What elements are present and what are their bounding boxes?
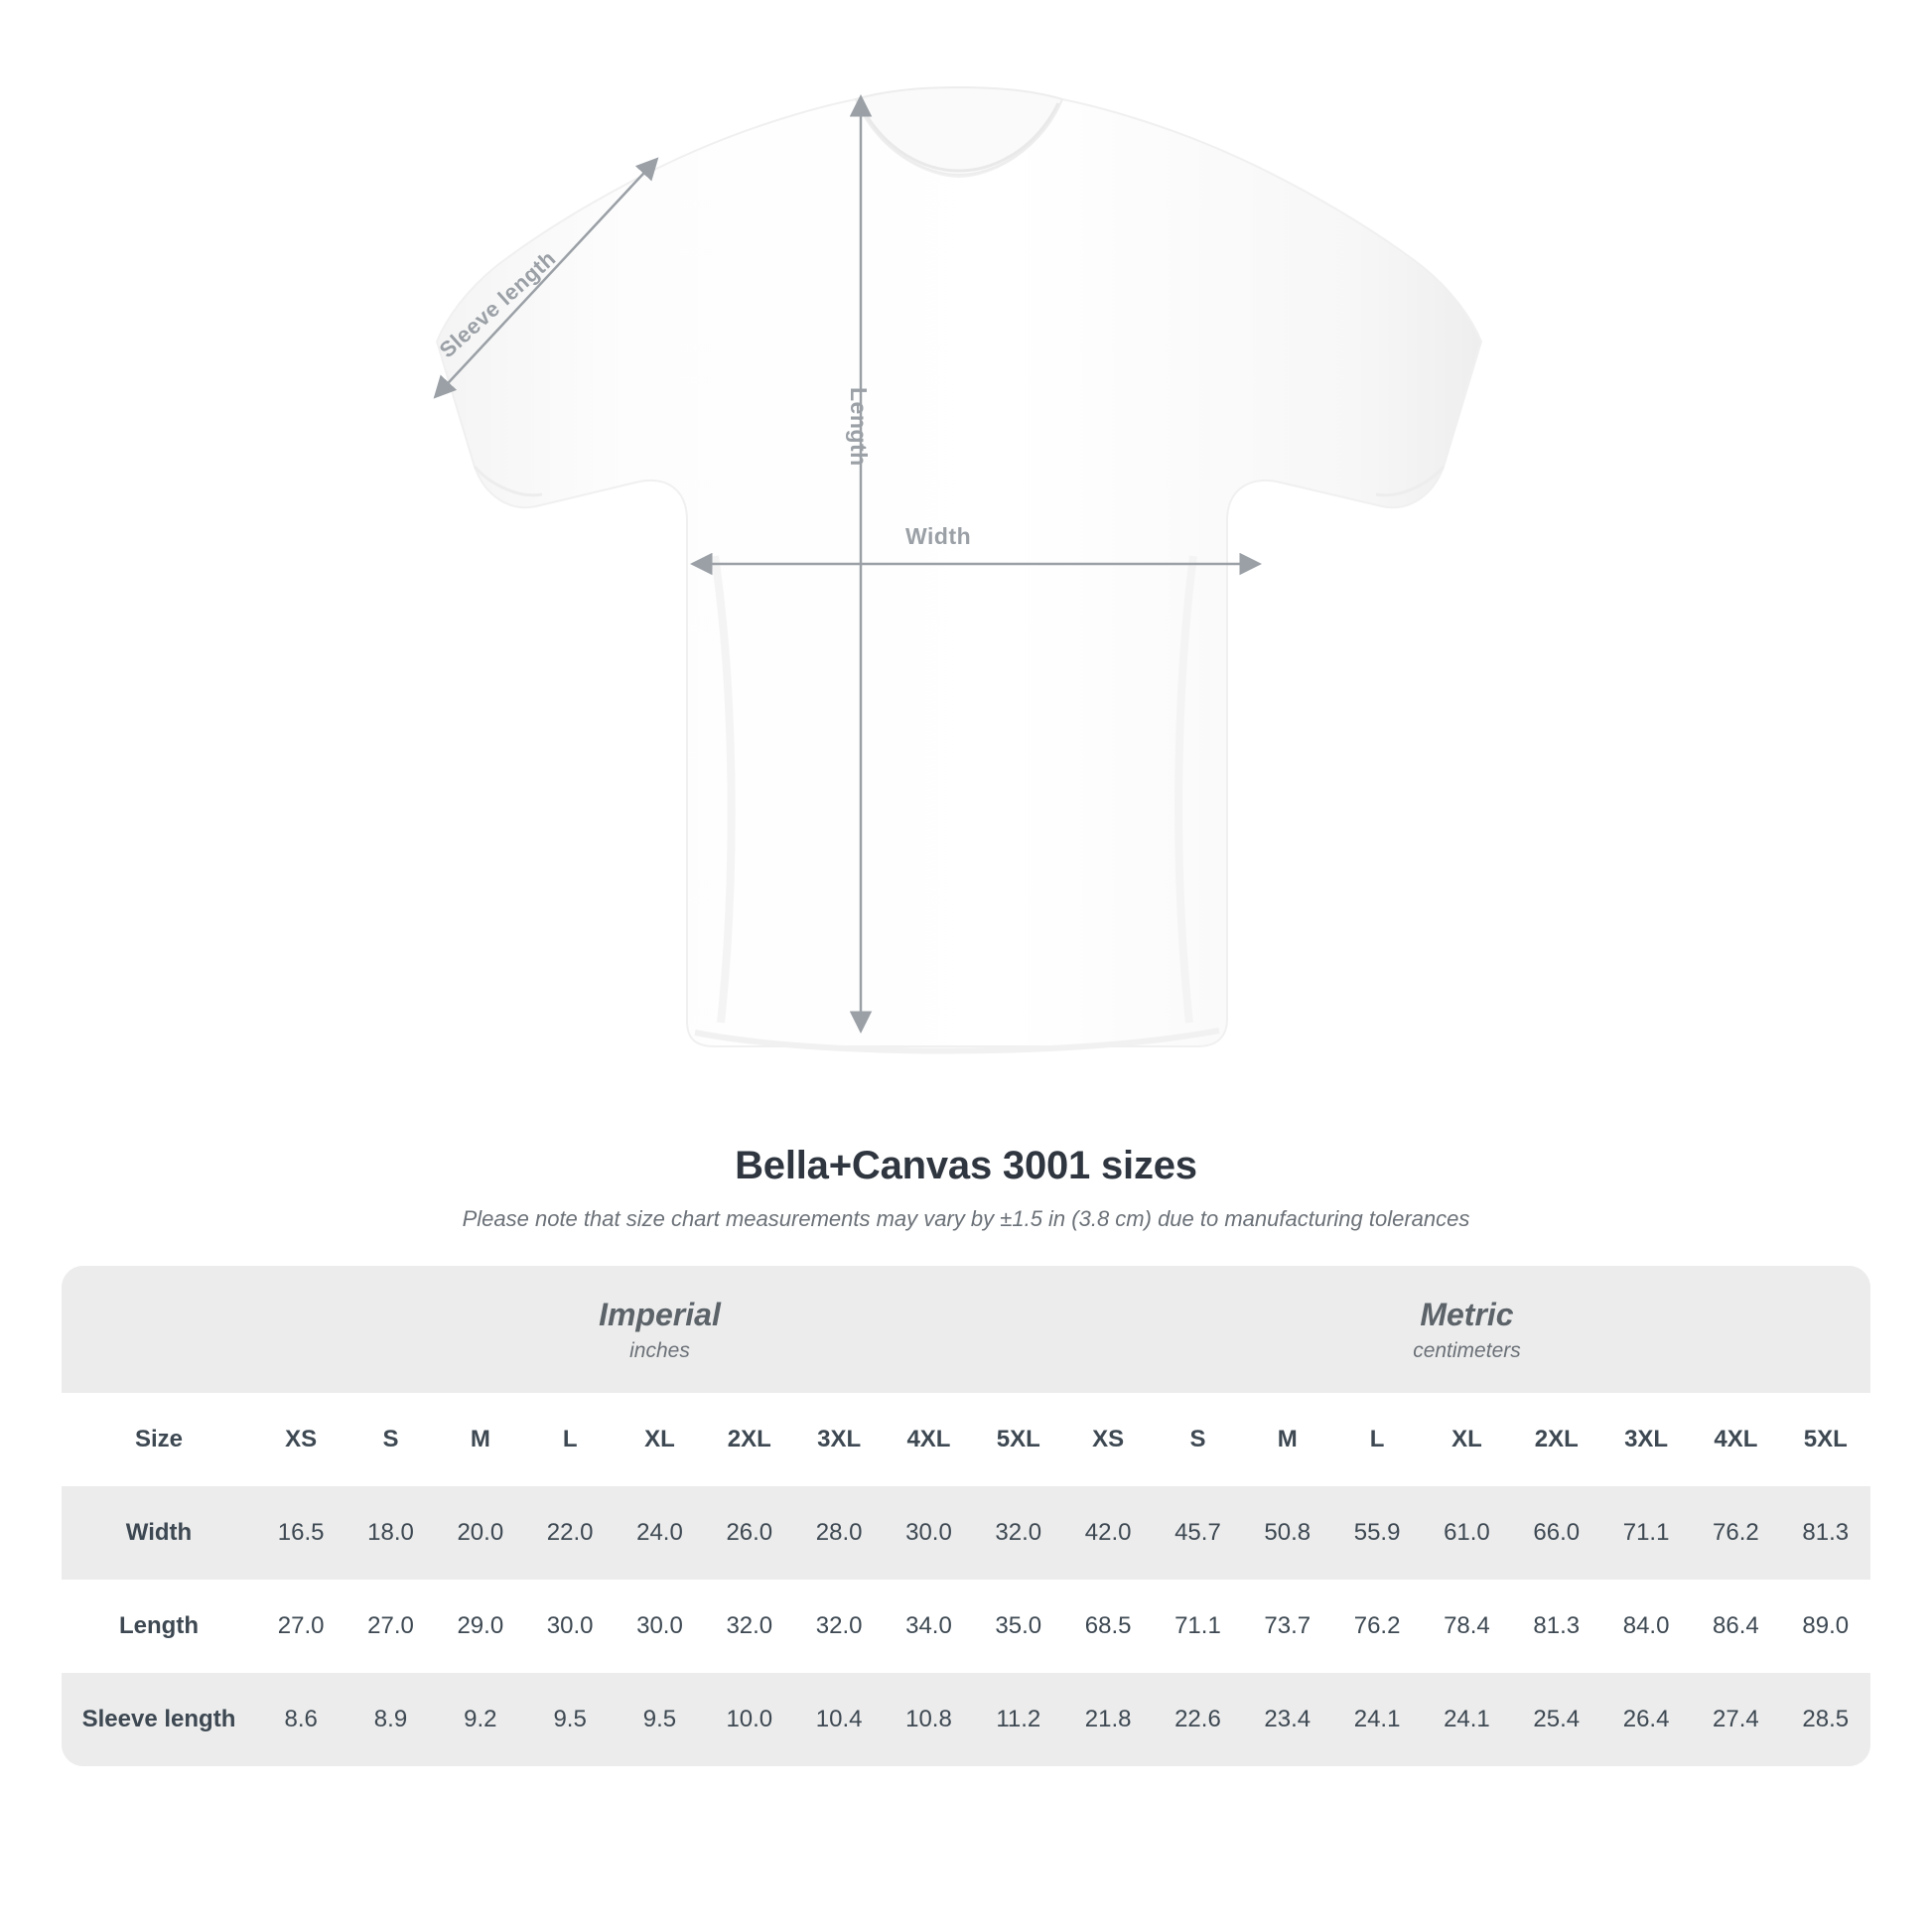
- size-header-cell: 4XL: [1691, 1393, 1780, 1486]
- cell-length: 29.0: [436, 1580, 525, 1673]
- cell-length: 89.0: [1781, 1580, 1870, 1673]
- cell-sleeve: 22.6: [1153, 1673, 1242, 1766]
- cell-length: 30.0: [525, 1580, 615, 1673]
- cell-sleeve: 10.0: [705, 1673, 794, 1766]
- cell-width: 55.9: [1332, 1486, 1422, 1580]
- tolerance-note: Please note that size chart measurements may vary by ±1.5 in (3.8 cm) due to manufacturing tolerances: [462, 1206, 1470, 1231]
- size-header-cell: XL: [615, 1393, 704, 1486]
- cell-width: 61.0: [1422, 1486, 1511, 1580]
- cell-sleeve: 24.1: [1332, 1673, 1422, 1766]
- cell-length: 27.0: [345, 1580, 435, 1673]
- size-header-label: Size: [62, 1393, 256, 1486]
- cell-length: 32.0: [705, 1580, 794, 1673]
- unit-imperial-sub: inches: [629, 1339, 690, 1363]
- size-header-cell: L: [1332, 1393, 1422, 1486]
- cell-sleeve: 28.5: [1781, 1673, 1870, 1766]
- unit-header-row: [62, 1266, 1870, 1393]
- cell-sleeve: 10.8: [884, 1673, 973, 1766]
- cell-sleeve: 9.2: [436, 1673, 525, 1766]
- cell-length: 76.2: [1332, 1580, 1422, 1673]
- size-header-cell: 5XL: [974, 1393, 1063, 1486]
- cell-sleeve: 9.5: [525, 1673, 615, 1766]
- cell-width: 76.2: [1691, 1486, 1780, 1580]
- cell-length: 27.0: [256, 1580, 345, 1673]
- cell-length: 68.5: [1063, 1580, 1153, 1673]
- cell-width: 20.0: [436, 1486, 525, 1580]
- table-row: [62, 1673, 1870, 1766]
- cell-sleeve: 25.4: [1512, 1673, 1601, 1766]
- cell-length: 73.7: [1243, 1580, 1332, 1673]
- cell-length: 32.0: [794, 1580, 884, 1673]
- cell-width: 26.0: [705, 1486, 794, 1580]
- cell-width: 42.0: [1063, 1486, 1153, 1580]
- cell-length: 78.4: [1422, 1580, 1511, 1673]
- width-label: Width: [905, 523, 972, 549]
- cell-width: 16.5: [256, 1486, 345, 1580]
- length-label: Length: [846, 387, 872, 467]
- cell-sleeve: 10.4: [794, 1673, 884, 1766]
- size-header-cell: XL: [1422, 1393, 1511, 1486]
- cell-width: 45.7: [1153, 1486, 1242, 1580]
- cell-length: 35.0: [974, 1580, 1063, 1673]
- size-header-cell: XS: [256, 1393, 345, 1486]
- size-header-cell: XS: [1063, 1393, 1153, 1486]
- size-header-cell: 3XL: [794, 1393, 884, 1486]
- size-header-cell: M: [1243, 1393, 1332, 1486]
- cell-length: 84.0: [1601, 1580, 1691, 1673]
- size-header-cell: 3XL: [1601, 1393, 1691, 1486]
- size-header-cell: 5XL: [1781, 1393, 1870, 1486]
- cell-width: 32.0: [974, 1486, 1063, 1580]
- cell-width: 28.0: [794, 1486, 884, 1580]
- size-table: [62, 1266, 1870, 1766]
- cell-sleeve: 21.8: [1063, 1673, 1153, 1766]
- size-header-cell: L: [525, 1393, 615, 1486]
- cell-length: 30.0: [615, 1580, 704, 1673]
- title-block: [0, 1144, 1932, 1232]
- size-header-cell: S: [345, 1393, 435, 1486]
- cell-width: 50.8: [1243, 1486, 1332, 1580]
- cell-sleeve: 11.2: [974, 1673, 1063, 1766]
- unit-metric-sub: centimeters: [1413, 1339, 1521, 1363]
- cell-width: 71.1: [1601, 1486, 1691, 1580]
- cell-width: 22.0: [525, 1486, 615, 1580]
- unit-imperial: [256, 1266, 1063, 1393]
- cell-sleeve: 23.4: [1243, 1673, 1332, 1766]
- cell-length: 81.3: [1512, 1580, 1601, 1673]
- cell-sleeve: 8.6: [256, 1673, 345, 1766]
- cell-width: 30.0: [884, 1486, 973, 1580]
- size-header-row: [62, 1393, 1870, 1486]
- page-title: Bella+Canvas 3001 sizes: [735, 1144, 1197, 1187]
- cell-sleeve: 27.4: [1691, 1673, 1780, 1766]
- size-header-cell: S: [1153, 1393, 1242, 1486]
- cell-width: 81.3: [1781, 1486, 1870, 1580]
- cell-width: 24.0: [615, 1486, 704, 1580]
- sleeve-length-label: Sleeve length: [434, 245, 561, 363]
- row-label-sleeve-length: Sleeve length: [62, 1673, 256, 1766]
- cell-sleeve: 9.5: [615, 1673, 704, 1766]
- cell-sleeve: 8.9: [345, 1673, 435, 1766]
- cell-sleeve: 26.4: [1601, 1673, 1691, 1766]
- row-label-length: Length: [62, 1580, 256, 1673]
- cell-length: 71.1: [1153, 1580, 1242, 1673]
- unit-metric: [1063, 1266, 1870, 1393]
- size-header-cell: M: [436, 1393, 525, 1486]
- size-header-cell: 4XL: [884, 1393, 973, 1486]
- size-header-cell: 2XL: [1512, 1393, 1601, 1486]
- cell-length: 86.4: [1691, 1580, 1780, 1673]
- unit-metric-name: Metric: [1420, 1296, 1514, 1332]
- cell-sleeve: 24.1: [1422, 1673, 1511, 1766]
- cell-length: 34.0: [884, 1580, 973, 1673]
- table-row: [62, 1580, 1870, 1673]
- size-table-container: [62, 1266, 1870, 1766]
- unit-header-spacer: [62, 1266, 256, 1393]
- cell-width: 66.0: [1512, 1486, 1601, 1580]
- cell-width: 18.0: [345, 1486, 435, 1580]
- table-row: [62, 1486, 1870, 1580]
- size-header-cell: 2XL: [705, 1393, 794, 1486]
- unit-imperial-name: Imperial: [599, 1296, 721, 1332]
- row-label-width: Width: [62, 1486, 256, 1580]
- tshirt-shape: [434, 87, 1481, 1051]
